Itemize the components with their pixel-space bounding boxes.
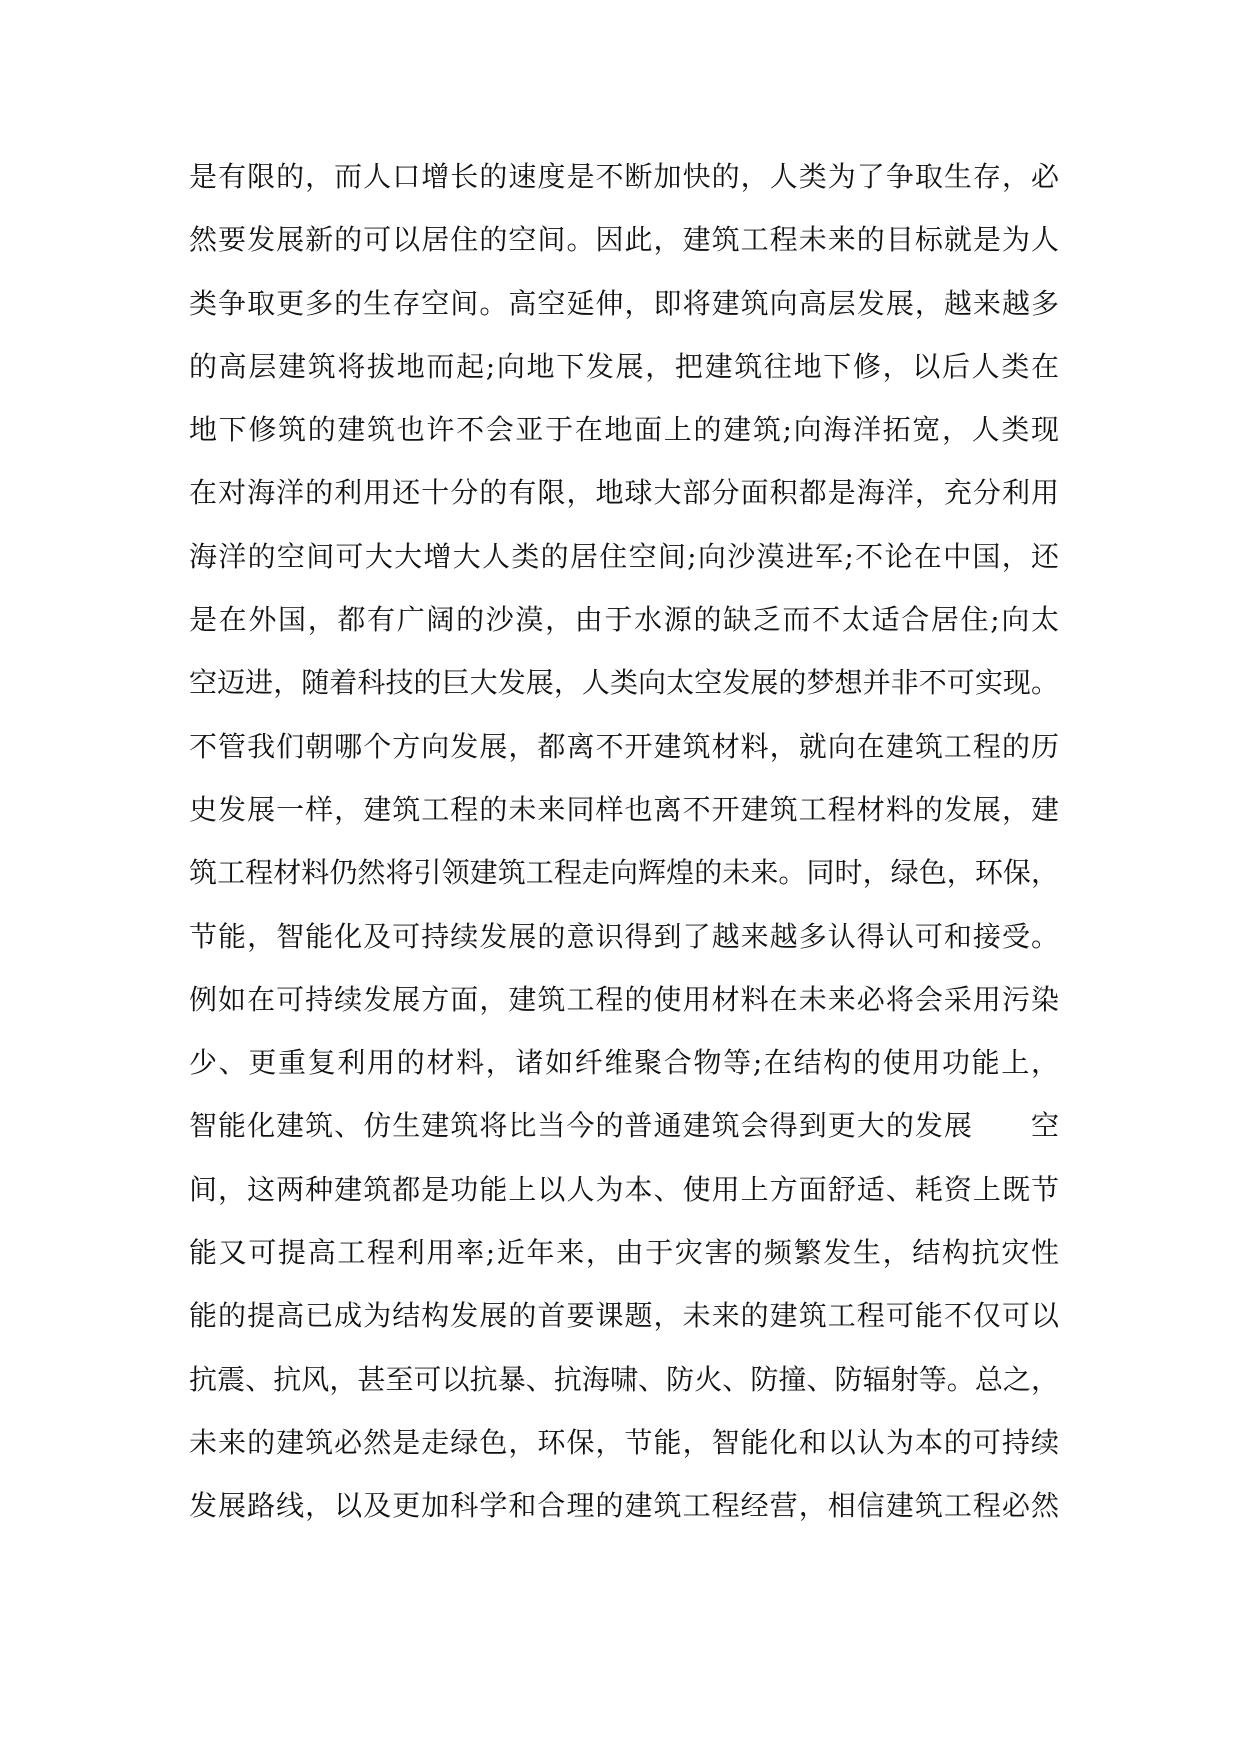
text-line-6: 在对海洋的利用还十分的有限，地球大部分面积都是海洋，充分利用 [189, 476, 1059, 510]
text-line-7: 海洋的空间可大大增大人类的居住空间;向沙漠进军;不论在中国，还 [189, 539, 1059, 573]
text-line-11: 史发展一样，建筑工程的未来同样也离不开建筑工程材料的发展，建 [189, 792, 1059, 826]
text-line-16: 智能化建筑、仿生建筑将比当今的普通建筑会得到更大的发展 空 [189, 1109, 1059, 1143]
text-line-4: 的高层建筑将拔地而起;向地下发展，把建筑往地下修，以后人类在 [189, 349, 1059, 383]
text-line-17: 间，这两种建筑都是功能上以人为本、使用上方面舒适、耗资上既节 [189, 1172, 1059, 1206]
text-line-10: 不管我们朝哪个方向发展，都离不开建筑材料，就向在建筑工程的历 [189, 729, 1059, 763]
text-line-18: 能又可提高工程利用率;近年来，由于灾害的频繁发生，结构抗灾性 [189, 1236, 1059, 1270]
text-line-12: 筑工程材料仍然将引领建筑工程走向辉煌的未来。同时，绿色，环保， [189, 856, 1059, 890]
text-line-21: 未来的建筑必然是走绿色，环保，节能，智能化和以认为本的可持续 [189, 1425, 1059, 1459]
text-line-22: 发展路线，以及更加科学和合理的建筑工程经营，相信建筑工程必然 [189, 1489, 1059, 1523]
text-line-20: 抗震、抗风，甚至可以抗暴、抗海啸、防火、防撞、防辐射等。总之， [189, 1362, 1059, 1396]
text-line-1: 是有限的，而人口增长的速度是不断加快的，人类为了争取生存，必 [189, 160, 1059, 193]
text-line-9: 空迈进，随着科技的巨大发展，人类向太空发展的梦想并非不可实现。 [189, 666, 1059, 700]
text-line-2: 然要发展新的可以居住的空间。因此，建筑工程未来的目标就是为人 [189, 223, 1059, 257]
text-line-8: 是在外国，都有广阔的沙漠，由于水源的缺乏而不太适合居住;向太 [189, 603, 1059, 637]
text-line-3: 类争取更多的生存空间。高空延伸，即将建筑向高层发展，越来越多 [189, 286, 1059, 320]
text-line-19: 能的提高已成为结构发展的首要课题，未来的建筑工程可能不仅可以 [189, 1299, 1059, 1333]
text-line-13: 节能，智能化及可持续发展的意识得到了越来越多认得认可和接受。 [189, 919, 1059, 953]
text-line-5: 地下修筑的建筑也许不会亚于在地面上的建筑;向海洋拓宽，人类现 [189, 413, 1059, 447]
body-paragraph [189, 158, 1059, 1551]
text-line-15: 少、更重复利用的材料，诸如纤维聚合物等;在结构的使用功能上， [189, 1046, 1059, 1080]
text-line-14: 例如在可持续发展方面，建筑工程的使用材料在未来必将会采用污染 [189, 982, 1059, 1016]
